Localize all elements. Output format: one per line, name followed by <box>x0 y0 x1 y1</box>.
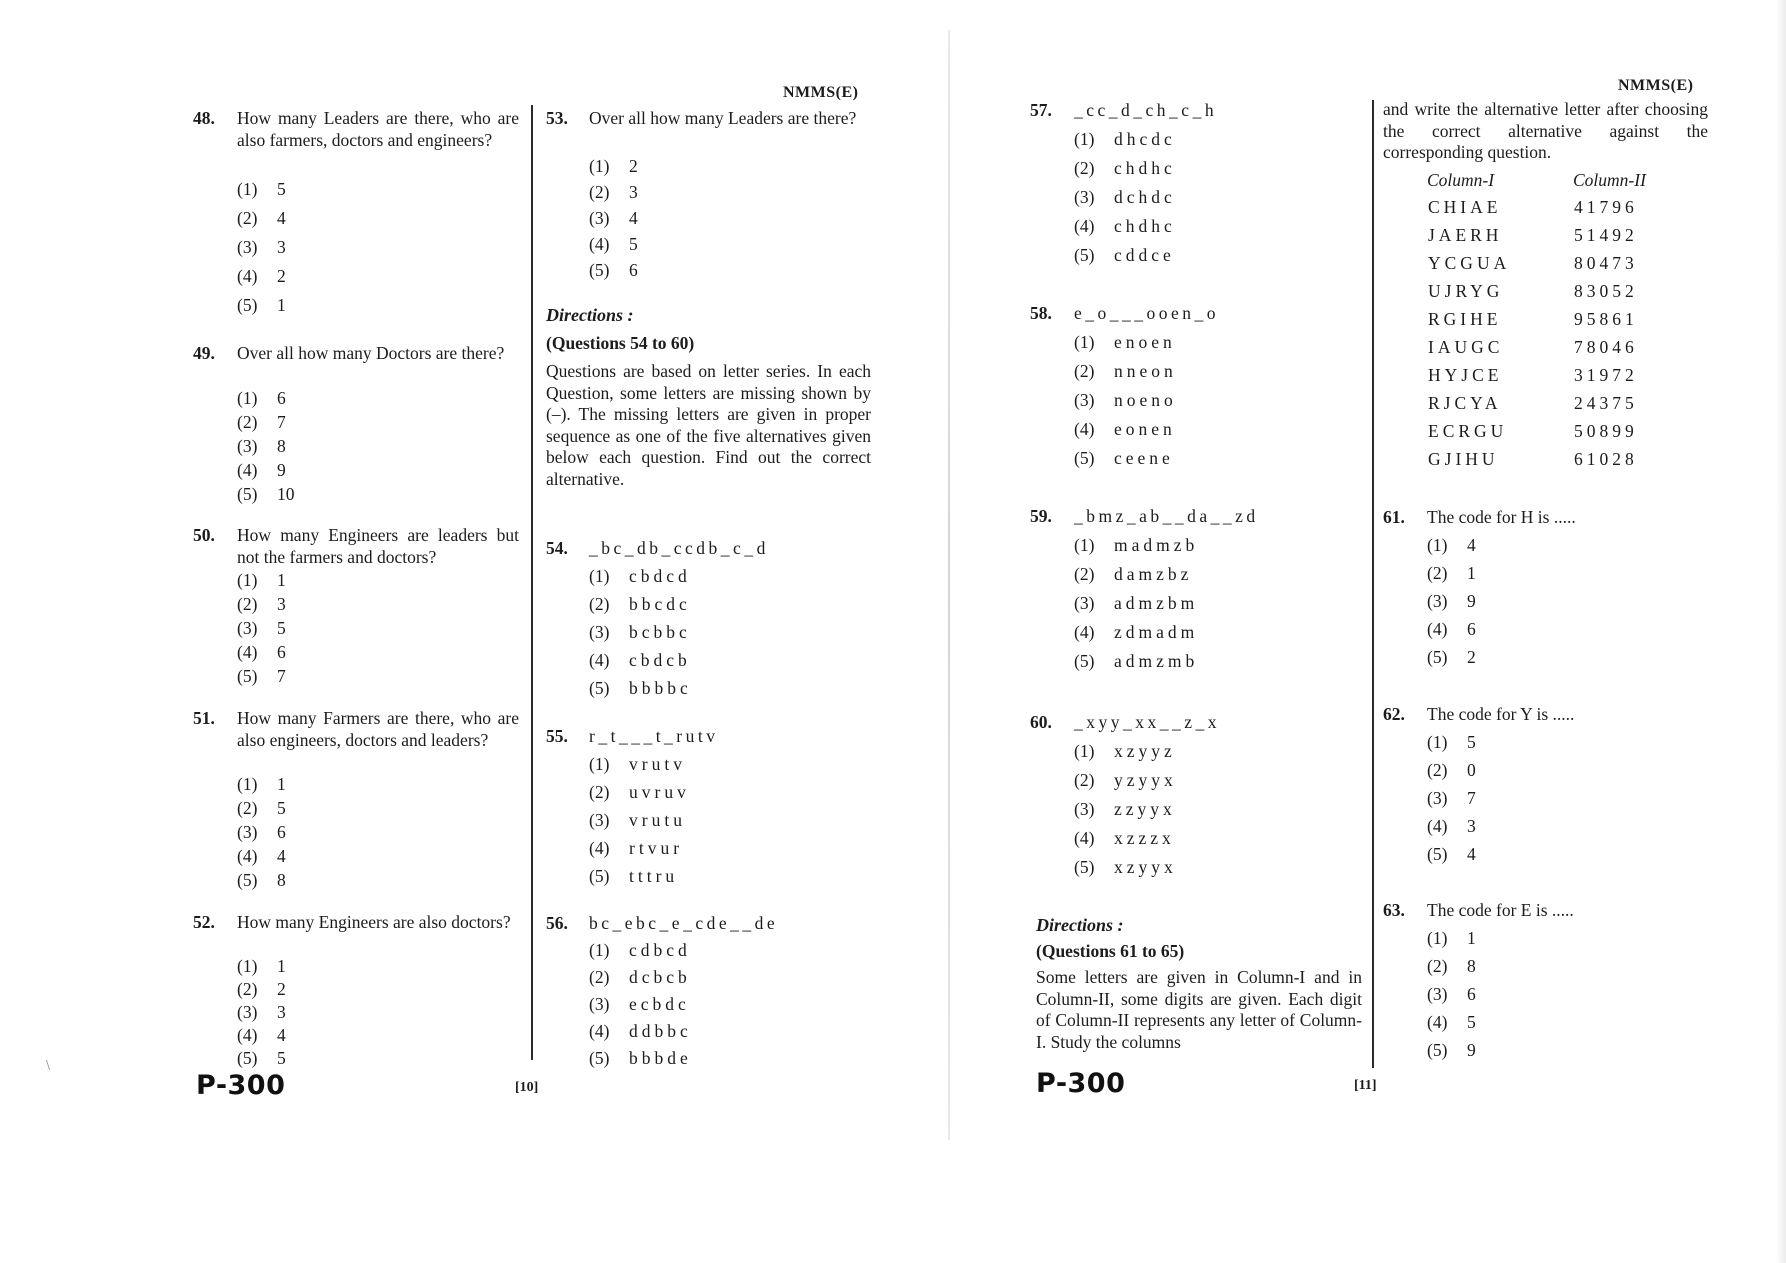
option-1[interactable]: (1) vrutv <box>589 754 686 774</box>
option-value: 3 <box>629 182 638 202</box>
option-value: bcbbc <box>629 622 691 642</box>
option-4[interactable]: (4) ddbbc <box>589 1021 692 1041</box>
option-4[interactable]: (4) 9 <box>237 460 286 480</box>
option-3[interactable]: (3) 8 <box>237 436 286 456</box>
option-4[interactable]: (4) 6 <box>1427 619 1476 639</box>
option-value: xzyyz <box>1114 741 1176 761</box>
question-number: 62. <box>1383 704 1405 724</box>
option-value: 6 <box>1467 984 1476 1004</box>
option-4[interactable]: (4) zdmadm <box>1074 622 1199 642</box>
option-2[interactable]: (2) damzbz <box>1074 564 1193 584</box>
column-2-code: 83052 <box>1574 281 1638 301</box>
option-1[interactable]: (1) enoen <box>1074 332 1176 352</box>
option-2[interactable]: (2) nneon <box>1074 361 1177 381</box>
option-3[interactable]: (3) 3 <box>237 237 286 257</box>
option-5[interactable]: (5) xzyyx <box>1074 857 1177 877</box>
column-2-code: 61028 <box>1574 449 1638 469</box>
option-value: 5 <box>277 618 286 638</box>
option-1[interactable]: (1) madmzb <box>1074 535 1199 555</box>
option-value: 8 <box>1467 956 1476 976</box>
option-value: xzzzx <box>1114 828 1175 848</box>
question-text: How many Engineers are leaders but not the farmers and doctors? <box>237 525 519 567</box>
directions-title: Directions : <box>1036 915 1124 935</box>
directions-title: Directions : <box>546 305 634 325</box>
option-value: dchdc <box>1114 187 1176 207</box>
column-2-code: 80473 <box>1574 253 1638 273</box>
column-1-code: JAERH <box>1428 225 1503 245</box>
option-value: 5 <box>277 1048 286 1068</box>
directions-text: Some letters are given in Column-I and in Column-II, some digits are given. Each digit of Column-II represents any letter of Column-I. Study the columns <box>1036 967 1362 1052</box>
option-value: 7 <box>277 412 286 432</box>
option-value: dcbcb <box>629 967 691 987</box>
option-value: zdmadm <box>1114 622 1199 642</box>
option-value: 5 <box>1467 732 1476 752</box>
option-value: enoen <box>1114 332 1176 352</box>
directions-text: Questions are based on letter series. In each Question, some letters are missing shown by (–). The missing letters are given in proper sequence as one of the five alternatives given below each question. Find out the correct alternative. <box>546 361 871 489</box>
option-1[interactable]: (1) 5 <box>237 179 286 199</box>
option-4[interactable]: (4) 4 <box>237 846 286 866</box>
option-3[interactable]: (3) 4 <box>589 208 638 228</box>
question-text: Over all how many Leaders are there? <box>589 108 857 128</box>
option-value: ddbbc <box>629 1021 692 1041</box>
column-2-code: 95861 <box>1574 309 1638 329</box>
option-3[interactable]: (3) bcbbc <box>589 622 691 642</box>
option-value: 3 <box>1467 816 1476 836</box>
column-1-code: CHIAE <box>1428 197 1502 217</box>
option-value: 7 <box>1467 788 1476 808</box>
directions-continuation: and write the alternative letter after choosing the correct alternative against the corresponding question. <box>1383 99 1708 162</box>
question-number: 54. <box>546 538 568 558</box>
option-5[interactable]: (5) ceene <box>1074 448 1174 468</box>
option-value: 2 <box>1467 647 1476 667</box>
option-value: 3 <box>277 1002 286 1022</box>
option-value: damzbz <box>1114 564 1193 584</box>
option-3[interactable]: (3) 6 <box>1427 984 1476 1004</box>
option-value: 4 <box>277 1025 286 1045</box>
left-page-header: NMMS(E) <box>783 84 859 101</box>
right-page-number: [11] <box>1354 1078 1377 1093</box>
question-61 <box>1383 507 1713 677</box>
option-4[interactable]: (4) 3 <box>1427 816 1476 836</box>
column-1-code: HYJCE <box>1428 365 1503 385</box>
question-text: _bmz_ab__da__zd <box>1074 506 1259 526</box>
question-text: bc_ebc_e_cde__de <box>589 913 779 933</box>
left-page-number: [10] <box>515 1080 539 1095</box>
question-number: 58. <box>1030 303 1052 323</box>
question-59 <box>1030 506 1320 676</box>
column-1-code: YCGUA <box>1428 253 1511 273</box>
option-value: zzyyx <box>1114 799 1176 819</box>
option-value: eonen <box>1114 419 1176 439</box>
question-63 <box>1383 900 1713 1070</box>
question-49 <box>193 343 519 508</box>
option-value: chdhc <box>1114 216 1176 236</box>
question-57 <box>1030 100 1310 270</box>
option-2[interactable]: (2) 1 <box>1427 563 1476 583</box>
question-text: The code for Y is ..... <box>1427 704 1575 724</box>
option-1[interactable]: (1) xzyyz <box>1074 741 1176 761</box>
option-5[interactable]: (5) admzmb <box>1074 651 1199 671</box>
column-divider <box>531 105 533 1060</box>
option-value: madmzb <box>1114 535 1199 555</box>
option-4[interactable]: (4) xzzzx <box>1074 828 1175 848</box>
option-2[interactable]: (2) dcbcb <box>589 967 691 987</box>
column-1-code: RGIHE <box>1428 309 1502 329</box>
column-1-code: IAUGC <box>1428 337 1504 357</box>
question-text: _cc_d_ch_c_h <box>1074 100 1218 120</box>
option-5[interactable]: (5) cddce <box>1074 245 1175 265</box>
option-value: admzbm <box>1114 593 1199 613</box>
option-value: 6 <box>1467 619 1476 639</box>
column-2-code: 50899 <box>1574 421 1638 441</box>
column-2-header: Column-II <box>1573 170 1646 190</box>
option-5[interactable]: (5) 6 <box>589 260 638 280</box>
option-3[interactable]: (3) 3 <box>237 1002 286 1022</box>
column-1-code: GJIHU <box>1428 449 1499 469</box>
option-value: 3 <box>277 594 286 614</box>
option-3[interactable]: (3) admzbm <box>1074 593 1199 613</box>
option-1[interactable]: (1) 1 <box>1427 928 1476 948</box>
option-4[interactable]: (4) 2 <box>237 266 286 286</box>
option-4[interactable]: (4) cbdcb <box>589 650 691 670</box>
question-number: 52. <box>193 912 215 932</box>
question-number: 59. <box>1030 506 1052 526</box>
directions-range: (Questions 54 to 60) <box>546 333 695 353</box>
option-value: 5 <box>277 179 286 199</box>
question-number: 60. <box>1030 712 1052 732</box>
question-text: The code for H is ..... <box>1427 507 1576 527</box>
option-2[interactable]: (2) uvruv <box>589 782 690 802</box>
option-value: xzyyx <box>1114 857 1177 877</box>
option-2[interactable]: (2) chdhc <box>1074 158 1176 178</box>
option-value: 4 <box>1467 844 1476 864</box>
option-4[interactable]: (4) 6 <box>237 642 286 662</box>
question-number: 63. <box>1383 900 1405 920</box>
option-value: yzyyx <box>1114 770 1177 790</box>
question-text: r_t___t_rutv <box>589 726 719 746</box>
option-value: tttru <box>629 866 679 886</box>
question-58 <box>1030 303 1310 473</box>
left-page-footer-code: P-300 <box>196 1070 286 1101</box>
option-value: cddce <box>1114 245 1175 265</box>
question-number: 48. <box>193 108 215 128</box>
option-value: 2 <box>277 979 286 999</box>
column-2-code: 31972 <box>1574 365 1638 385</box>
option-value: 1 <box>277 774 286 794</box>
question-text: How many Engineers are also doctors? <box>237 912 511 932</box>
option-5[interactable]: (5) tttru <box>589 866 679 886</box>
column-divider <box>1372 100 1374 1068</box>
question-text: _bc_db_ccdb_c_d <box>589 538 769 558</box>
option-2[interactable]: (2) 4 <box>237 208 286 228</box>
option-2[interactable]: (2) yzyyx <box>1074 770 1177 790</box>
option-value: ceene <box>1114 448 1174 468</box>
option-4[interactable]: (4) 5 <box>589 234 638 254</box>
option-value: bbcdc <box>629 594 691 614</box>
option-2[interactable]: (2) 8 <box>1427 956 1476 976</box>
option-value: chdhc <box>1114 158 1176 178</box>
option-5[interactable]: (5) 5 <box>237 1048 286 1068</box>
question-text: e_o___ooen_o <box>1074 303 1220 323</box>
option-4[interactable]: (4) rtvur <box>589 838 684 858</box>
option-1[interactable]: (1) 1 <box>237 956 286 976</box>
option-value: bbbde <box>629 1048 692 1068</box>
column-2-code: 41796 <box>1574 197 1638 217</box>
option-2[interactable]: (2) 5 <box>237 798 286 818</box>
option-value: 4 <box>277 846 286 866</box>
option-value: 6 <box>277 388 286 408</box>
option-value: 10 <box>277 484 295 504</box>
column-1-code: UJRYG <box>1428 281 1504 301</box>
column-1-header: Column-I <box>1427 170 1495 190</box>
option-value: uvruv <box>629 782 690 802</box>
right-page <box>950 0 1786 1263</box>
scan-speck: \ <box>46 1058 51 1072</box>
option-value: 2 <box>629 156 638 176</box>
option-value: cbdcd <box>629 566 691 586</box>
option-value: 7 <box>277 666 286 686</box>
option-value: 1 <box>277 570 286 590</box>
option-5[interactable]: (5) 9 <box>1427 1040 1476 1060</box>
option-2[interactable]: (2) 3 <box>589 182 638 202</box>
option-4[interactable]: (4) 4 <box>237 1025 286 1045</box>
option-1[interactable]: (1) cbdcd <box>589 566 691 586</box>
column-1-code: ECRGU <box>1428 421 1508 441</box>
option-3[interactable]: (3) 6 <box>237 822 286 842</box>
question-48 <box>193 108 519 318</box>
option-value: 6 <box>277 822 286 842</box>
option-value: 1 <box>1467 563 1476 583</box>
question-number: 53. <box>546 108 568 128</box>
option-3[interactable]: (3) dchdc <box>1074 187 1176 207</box>
option-value: 5 <box>277 798 286 818</box>
question-62 <box>1383 704 1713 874</box>
option-5[interactable]: (5) 4 <box>1427 844 1476 864</box>
option-5[interactable]: (5) 1 <box>237 295 286 315</box>
option-value: dhcdc <box>1114 129 1176 149</box>
question-60 <box>1030 712 1310 882</box>
option-3[interactable]: (3) vrutu <box>589 810 686 830</box>
column-2-code: 24375 <box>1574 393 1638 413</box>
option-1[interactable]: (1) dhcdc <box>1074 129 1176 149</box>
option-value: 6 <box>277 642 286 662</box>
option-value: 1 <box>277 295 286 315</box>
question-number: 49. <box>193 343 215 363</box>
option-value: 4 <box>1467 535 1476 555</box>
option-5[interactable]: (5) 10 <box>237 484 295 504</box>
column-1-code: RJCYA <box>1428 393 1502 413</box>
option-value: 8 <box>277 870 286 890</box>
option-value: cdbcd <box>629 940 691 960</box>
option-4[interactable]: (4) chdhc <box>1074 216 1176 236</box>
page-edge-shadow <box>1776 0 1786 1263</box>
option-value: bbbbc <box>629 678 692 698</box>
question-text: How many Farmers are there, who are also engineers, doctors and leaders? <box>237 708 519 750</box>
option-value: nneon <box>1114 361 1177 381</box>
option-1[interactable]: (1) 1 <box>237 774 286 794</box>
option-3[interactable]: (3) 9 <box>1427 591 1476 611</box>
option-3[interactable]: (3) zzyyx <box>1074 799 1176 819</box>
question-54 <box>546 538 871 708</box>
option-value: 8 <box>277 436 286 456</box>
option-2[interactable]: (2) 3 <box>237 594 286 614</box>
option-value: 4 <box>277 208 286 228</box>
option-3[interactable]: (3) ecbdc <box>589 994 690 1014</box>
option-value: 1 <box>1467 928 1476 948</box>
question-text: Over all how many Doctors are there? <box>237 343 505 363</box>
option-value: 9 <box>277 460 286 480</box>
option-5[interactable]: (5) 7 <box>237 666 286 686</box>
question-number: 57. <box>1030 100 1052 120</box>
option-value: 6 <box>629 260 638 280</box>
right-page-footer-code: P-300 <box>1036 1068 1126 1099</box>
option-3[interactable]: (3) noeno <box>1074 390 1177 410</box>
option-5[interactable]: (5) bbbbc <box>589 678 692 698</box>
question-56 <box>546 913 871 1073</box>
question-51 <box>193 708 519 893</box>
option-value: 1 <box>277 956 286 976</box>
option-value: cbdcb <box>629 650 691 670</box>
option-4[interactable]: (4) 5 <box>1427 1012 1476 1032</box>
option-value: 2 <box>277 266 286 286</box>
question-50 <box>193 525 519 690</box>
option-3[interactable]: (3) 5 <box>237 618 286 638</box>
option-value: 0 <box>1467 760 1476 780</box>
option-value: admzmb <box>1114 651 1199 671</box>
option-1[interactable]: (1) cdbcd <box>589 940 691 960</box>
question-number: 50. <box>193 525 215 545</box>
question-55 <box>546 726 871 896</box>
option-2[interactable]: (2) 2 <box>237 979 286 999</box>
option-value: 5 <box>1467 1012 1476 1032</box>
option-2[interactable]: (2) 0 <box>1427 760 1476 780</box>
option-value: 9 <box>1467 591 1476 611</box>
question-number: 51. <box>193 708 215 728</box>
question-52 <box>193 912 519 1077</box>
option-1[interactable]: (1) 6 <box>237 388 286 408</box>
right-page-header: NMMS(E) <box>1618 77 1694 94</box>
option-1[interactable]: (1) 5 <box>1427 732 1476 752</box>
option-1[interactable]: (1) 2 <box>589 156 638 176</box>
option-1[interactable]: (1) 4 <box>1427 535 1476 555</box>
question-number: 56. <box>546 913 568 933</box>
option-value: 5 <box>629 234 638 254</box>
option-value: ecbdc <box>629 994 690 1014</box>
option-value: rtvur <box>629 838 684 858</box>
column-2-code: 51492 <box>1574 225 1638 245</box>
option-1[interactable]: (1) 1 <box>237 570 286 590</box>
question-text: How many Leaders are there, who are also farmers, doctors and engineers? <box>237 108 519 150</box>
question-53 <box>546 108 871 288</box>
option-3[interactable]: (3) 7 <box>1427 788 1476 808</box>
option-2[interactable]: (2) bbcdc <box>589 594 691 614</box>
option-value: vrutv <box>629 754 686 774</box>
question-text: _xyy_xx__z_x <box>1074 712 1221 732</box>
column-2-code: 78046 <box>1574 337 1638 357</box>
option-value: 4 <box>629 208 638 228</box>
option-5[interactable]: (5) bbbde <box>589 1048 692 1068</box>
option-value: vrutu <box>629 810 686 830</box>
option-value: noeno <box>1114 390 1177 410</box>
option-value: 3 <box>277 237 286 257</box>
question-number: 55. <box>546 726 568 746</box>
question-text: The code for E is ..... <box>1427 900 1574 920</box>
question-number: 61. <box>1383 507 1405 527</box>
option-value: 9 <box>1467 1040 1476 1060</box>
option-5[interactable]: (5) 2 <box>1427 647 1476 667</box>
option-4[interactable]: (4) eonen <box>1074 419 1176 439</box>
directions-range: (Questions 61 to 65) <box>1036 941 1185 961</box>
option-2[interactable]: (2) 7 <box>237 412 286 432</box>
option-5[interactable]: (5) 8 <box>237 870 286 890</box>
